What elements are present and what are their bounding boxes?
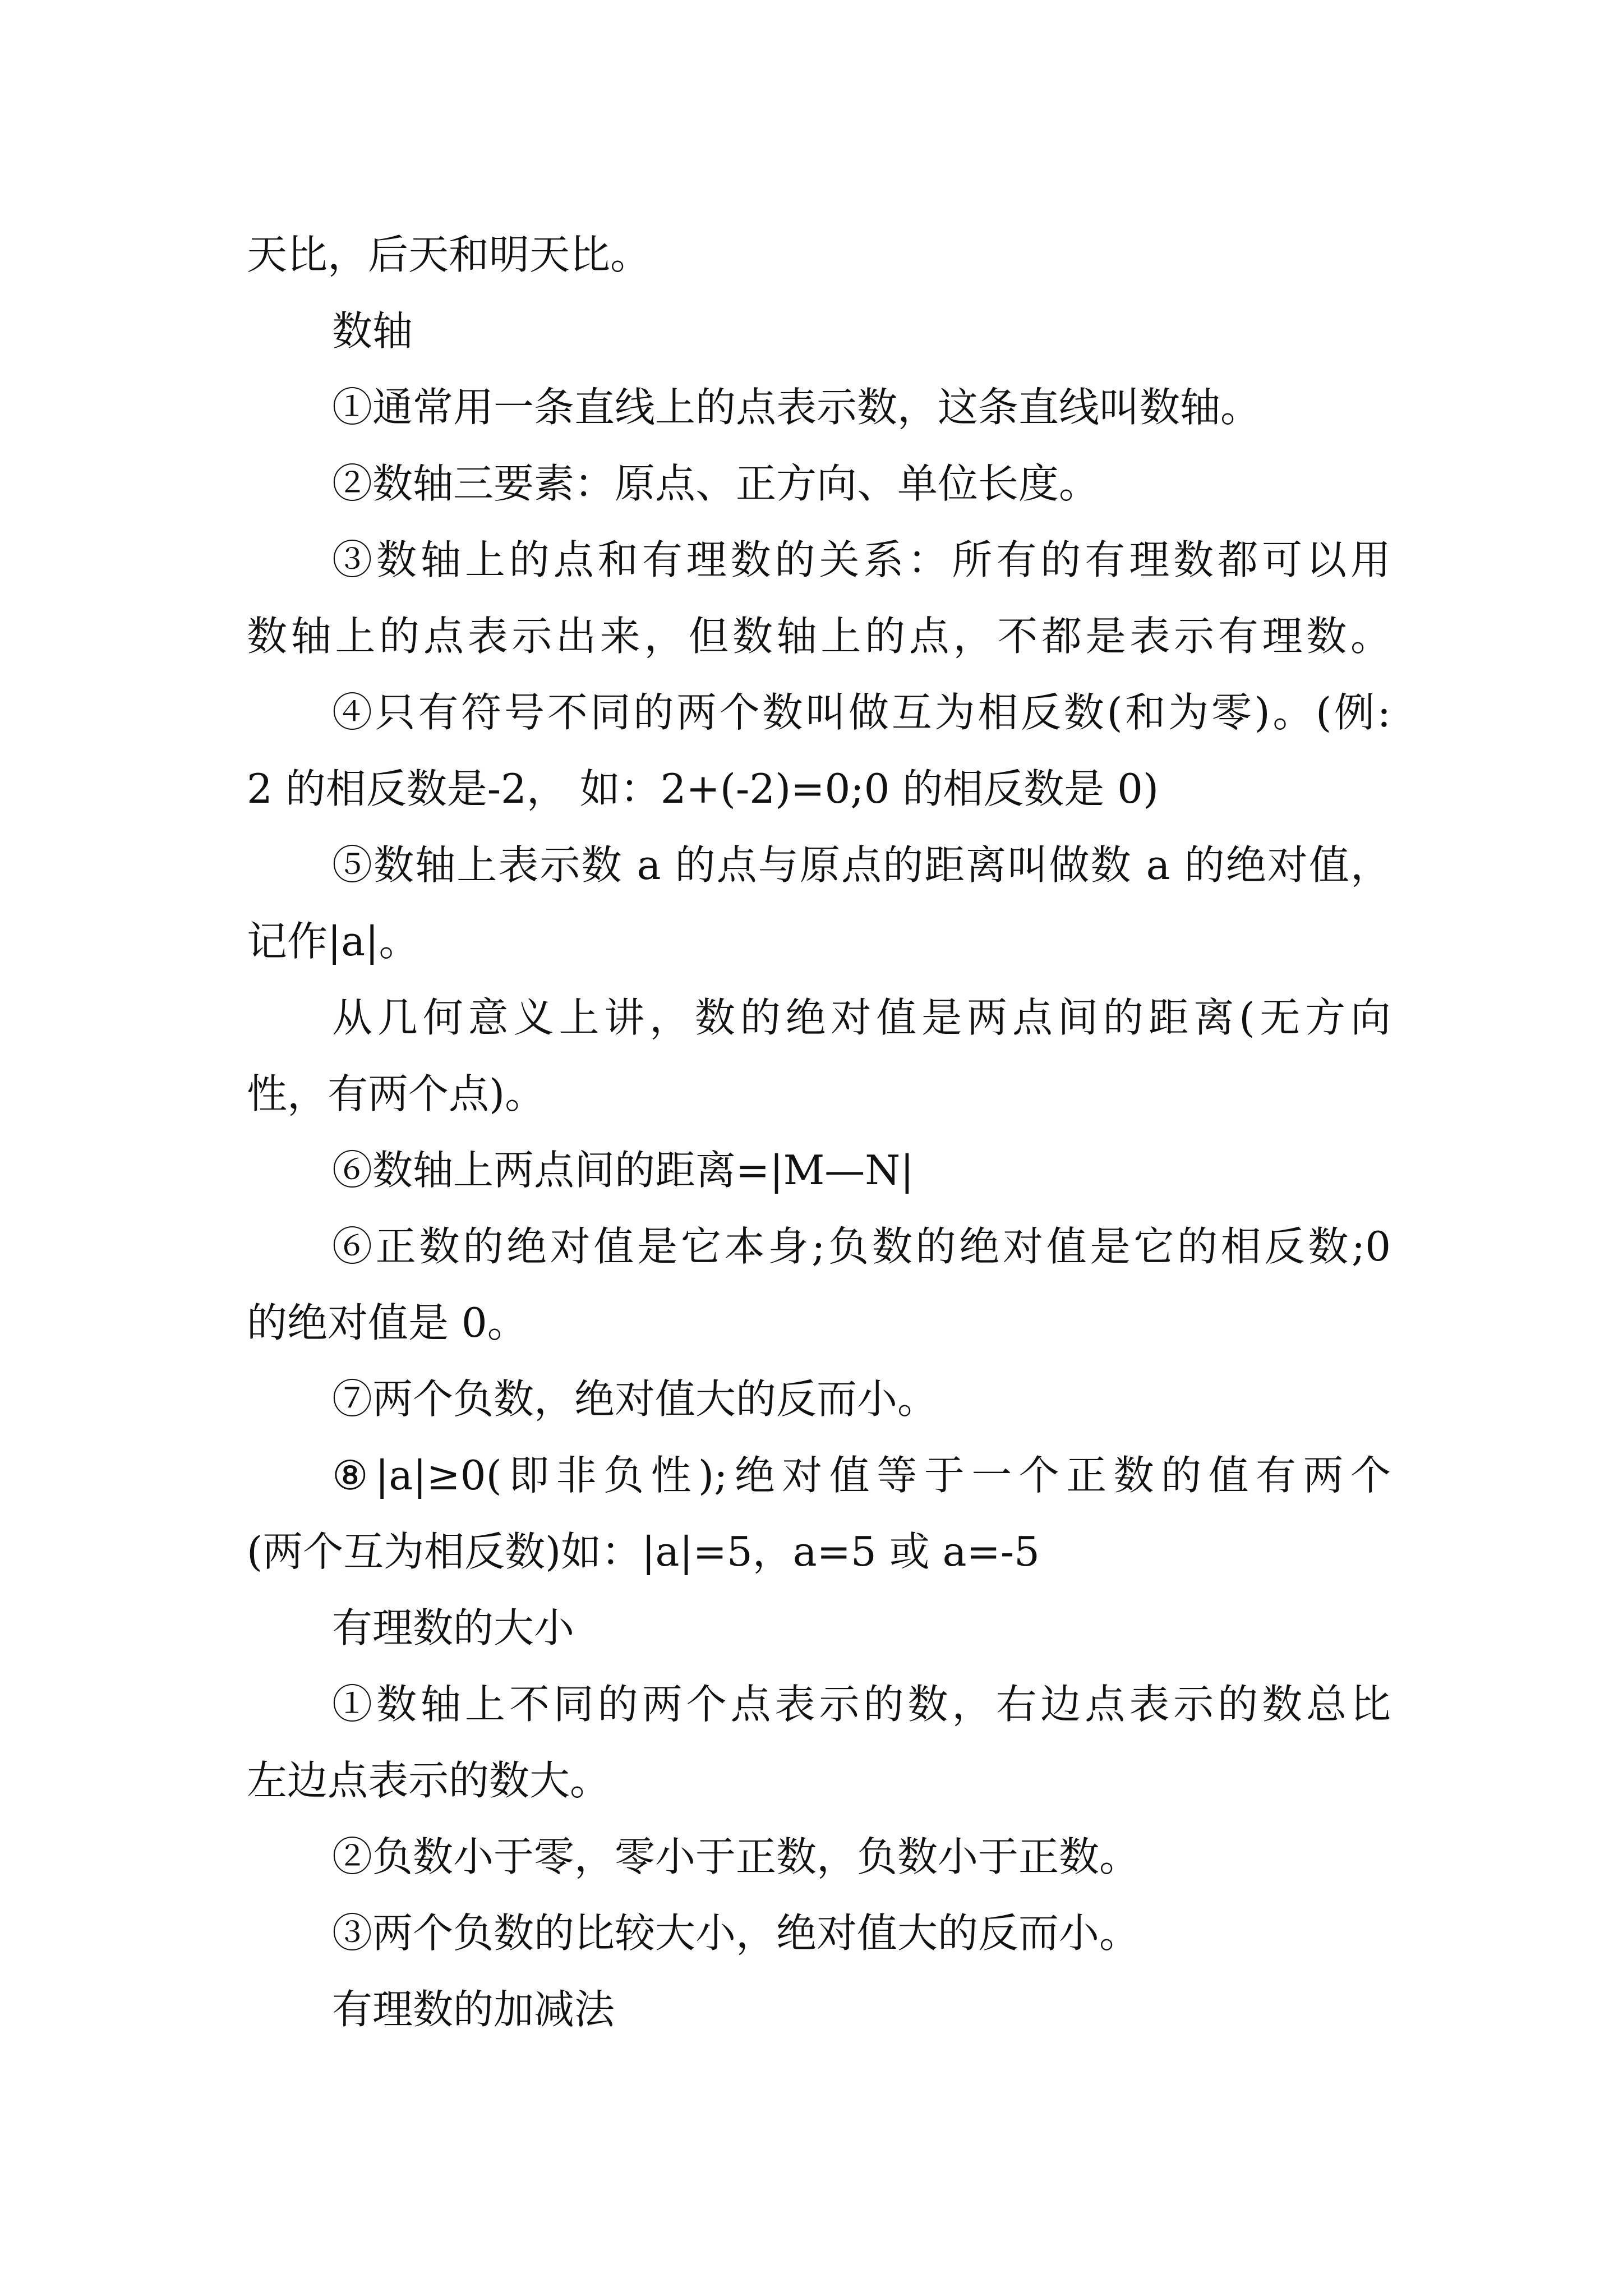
text-line: ②负数小于零，零小于正数，负数小于正数。 [332,1833,1140,1880]
text-line: 数轴上的点表示出来，但数轴上的点，不都是表示有理数。 [247,613,1391,660]
text-line: ①通常用一条直线上的点表示数，这条直线叫数轴。 [332,384,1261,431]
text-line: ③两个负数的比较大小，绝对值大的反而小。 [332,1910,1140,1957]
text-line: ⑧|a|≥0(即非负性);绝对值等于一个正数的值有两个 [332,1452,1391,1499]
text-line: 天比，后天和明天比。 [247,231,651,278]
text-line: ③数轴上的点和有理数的关系：所有的有理数都可以用 [332,536,1391,583]
text-line: ⑥数轴上两点间的距离=|M—N| [332,1147,914,1194]
text-line: 数轴 [332,307,413,355]
text-line: 从几何意义上讲，数的绝对值是两点间的距离(无方向 [332,994,1391,1041]
text-line: 左边点表示的数大。 [247,1757,611,1804]
text-line: ④只有符号不同的两个数叫做互为相反数(和为零)。(例: [332,689,1391,736]
text-line: ②数轴三要素：原点、正方向、单位长度。 [332,460,1100,507]
text-line: ①数轴上不同的两个点表示的数，右边点表示的数总比 [332,1681,1391,1728]
text-line: 有理数的大小 [332,1604,575,1651]
text-line: 2 的相反数是-2， 如：2+(-2)=0;0 的相反数是 0) [247,765,1159,812]
text-line: ⑦两个负数，绝对值大的反而小。 [332,1375,938,1423]
text-line: 性，有两个点)。 [247,1070,546,1117]
document-body [247,217,1391,2047]
text-line: 记作|a|。 [247,918,419,965]
text-line: (两个互为相反数)如：|a|=5，a=5 或 a=-5 [247,1528,1040,1575]
text-line: 的绝对值是 0。 [247,1299,528,1346]
text-line: ⑤数轴上表示数 a 的点与原点的距离叫做数 a 的绝对值， [332,841,1391,889]
text-line: ⑥正数的绝对值是它本身;负数的绝对值是它的相反数;0 [332,1223,1391,1270]
text-line: 有理数的加减法 [332,1986,615,2033]
